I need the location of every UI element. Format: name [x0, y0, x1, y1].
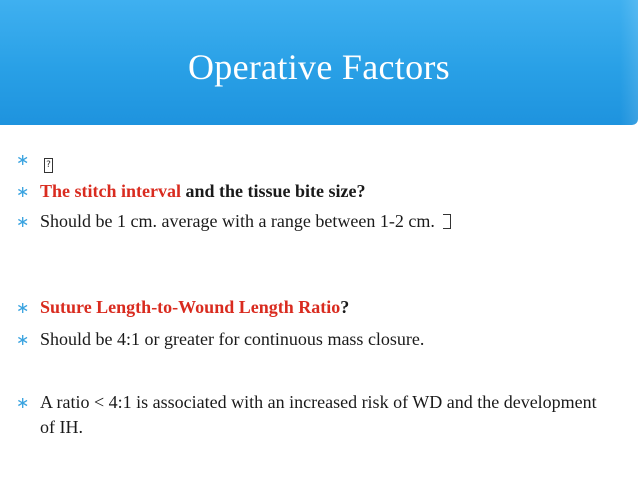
- bullet-icon: ∗: [16, 182, 30, 201]
- missing-glyph-icon: ?: [44, 158, 53, 173]
- missing-glyph-icon: [443, 214, 451, 229]
- highlight-text: Suture Length-to-Wound Length Ratio: [40, 297, 341, 317]
- bullet-icon: ∗: [16, 212, 30, 231]
- bullet-icon: ∗: [16, 393, 30, 412]
- question-text: and the tissue bite size?: [181, 181, 366, 201]
- answer-text: Should be 1 cm. average with a range between 1-2 cm.: [40, 211, 435, 231]
- bullet-icon: ∗: [16, 150, 30, 169]
- question-text: ?: [340, 297, 350, 317]
- bullet-icon: ∗: [16, 330, 30, 349]
- slide-title: Operative Factors: [187, 47, 450, 87]
- answer-text: A ratio < 4:1 is associated with an increased risk of WD and the development of IH.: [40, 392, 597, 437]
- highlight-text: The stitch interval: [40, 181, 181, 201]
- answer-text: Should be 4:1 or greater for continuous mass closure.: [40, 329, 425, 349]
- bullet-icon: ∗: [16, 298, 30, 317]
